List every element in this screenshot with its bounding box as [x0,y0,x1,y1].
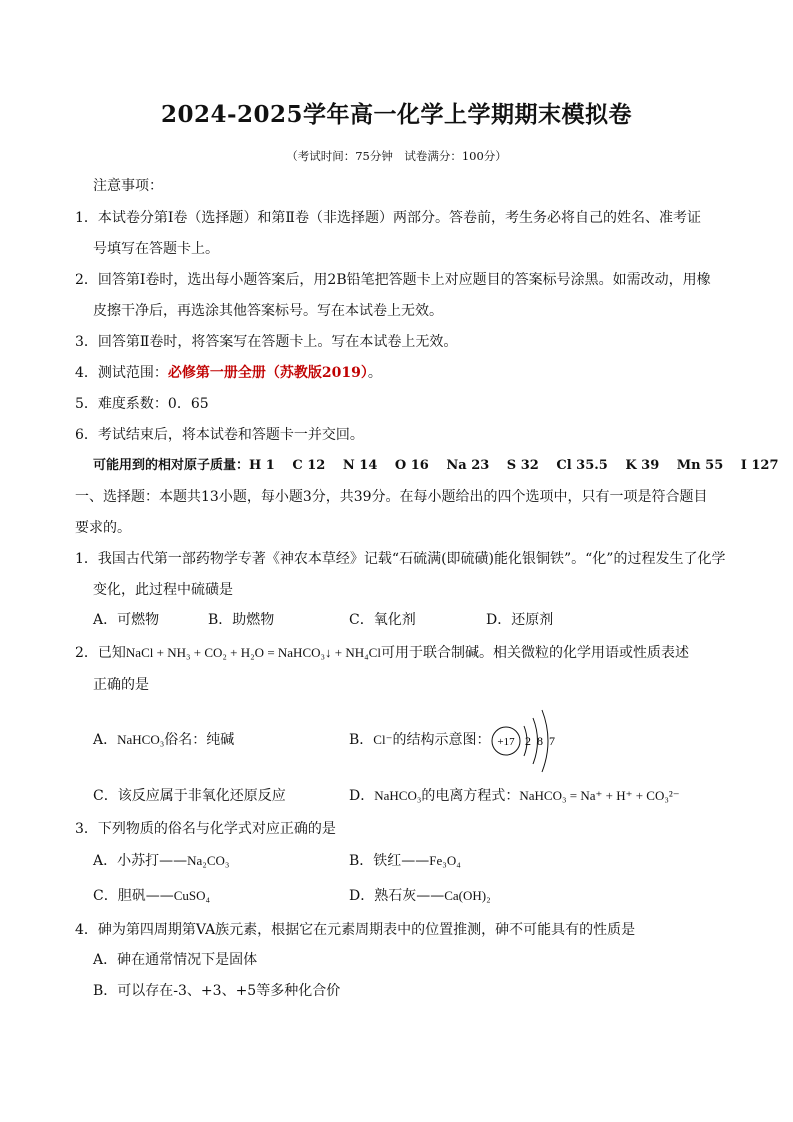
shell-2-electrons: 8 [537,734,543,748]
section1-intro-a: 一、选择题：本题共13小题，每小题3分，共39分。在每小题给出的四个选项中，只有一项是符合题目 [75,489,708,505]
note-6: 6．考试结束后，将本试卷和答题卡一并交回。 [75,427,364,443]
q2-a-formula: NaHCO₃ [117,732,165,747]
q3-d-text: D．熟石灰—— [349,888,445,904]
q1-option-c: C．氧化剂 [349,612,416,628]
test-range: 必修第一册全册（苏教版2019） [167,365,368,381]
q3-c-text: C．胆矾—— [93,888,174,904]
q2-a-text: 俗名：纯碱 [164,732,235,748]
q1-stem-b: 变化，此过程中硫磺是 [93,582,233,598]
note-1b: 号填写在答题卡上。 [93,241,219,257]
q3-c-formula: CuSO₄ [173,888,211,903]
q3-b-text: B．铁红—— [349,853,430,869]
q3-option-c [93,886,210,906]
q2-d-label: D． [349,788,375,804]
shell-1-electrons: 2 [525,734,531,748]
q2-b-text: 的结构示意图： [392,732,491,748]
section1-intro-b: 要求的。 [75,520,131,536]
note-4-prefix: 4．测试范围： [75,365,168,381]
q2-b-label: B． [349,732,374,748]
q1-option-b: B．助燃物 [208,612,275,628]
q2-b-ion: Cl⁻ [373,732,393,747]
q2-a-label: A． [93,732,118,748]
q2-option-d [349,786,680,806]
q4-option-a: A．砷在通常情况下是固体 [93,952,258,968]
nucleus-charge: +17 [497,736,515,748]
q1-stem-a: 1．我国古代第一部药物学专著《神农本草经》记载“石硫满(即硫磺)能化银铜铁”。“化”的过程发生了化学 [75,551,726,567]
q1-option-a: A．可燃物 [93,612,160,628]
q3-option-a [93,851,229,871]
q4-stem: 4．砷为第四周期第VA族元素，根据它在元素周期表中的位置推测，砷不可能具有的性质是 [75,922,636,938]
q2-stem-a [75,643,689,663]
page-title: 2024-2025学年高一化学上学期期末模拟卷 [160,101,633,128]
q2-stem-prefix: 2．已知 [75,645,126,661]
note-2b: 皮擦干净后，再选涂其他答案标号。写在本试卷上无效。 [93,303,443,319]
chloride-structure-diagram [488,706,568,776]
note-5: 5．难度系数：0．65 [75,396,209,412]
q2-stem-b: 正确的是 [93,677,149,693]
q4-option-b: B．可以存在-3、+3、+5等多种化合价 [93,983,341,999]
q2-equation: NaCl + NH₃ + CO₂ + H₂O = NaHCO₃↓ + NH₄Cl [125,645,381,660]
q2-d-formula: NaHCO₃ [374,788,422,803]
q2-stem-suffix: 可用于联合制碱。相关微粒的化学用语或性质表述 [380,645,689,661]
q2-option-a [93,730,234,750]
q3-d-formula: Ca(OH)₂ [444,888,491,903]
q2-d-text: 的电离方程式： [421,788,520,804]
note-4-suffix: 。 [367,365,382,381]
note-3: 3．回答第Ⅱ卷时，将答案写在答题卡上。写在本试卷上无效。 [75,334,458,350]
q3-b-formula: Fe₃O₄ [429,853,461,868]
q3-a-text: A．小苏打—— [93,853,188,869]
q2-d-equation: NaHCO₃ = Na⁺ + H⁺ + CO₃²⁻ [519,788,680,803]
notes-heading: 注意事项： [93,178,163,194]
shell-3-electrons: 7 [549,734,555,748]
exam-info: （考试时间：75分钟 试卷满分：100分） [286,149,507,163]
q2-option-c: C．该反应属于非氧化还原反应 [93,788,286,804]
atomic-mass-line: 可能用到的相对原子质量：H 1 C 12 N 14 O 16 Na 23 S 32 Cl 35.5 K 39 Mn 55 I 127 [93,458,779,473]
q3-stem: 3．下列物质的俗名与化学式对应正确的是 [75,821,336,837]
q1-option-d: D．还原剂 [486,612,554,628]
q3-option-b [349,851,461,871]
q3-a-formula: Na₂CO₃ [187,853,230,868]
q2-option-b [349,730,490,750]
note-4 [75,363,382,383]
q3-option-d [349,886,491,906]
note-1a: 1．本试卷分第Ⅰ卷（选择题）和第Ⅱ卷（非选择题）两部分。答卷前，考生务必将自己的姓名、准考证 [75,210,701,226]
note-2a: 2．回答第Ⅰ卷时，选出每小题答案后，用2B铅笔把答题卡上对应题目的答案标号涂黑。如需改动，用橡 [75,272,711,288]
